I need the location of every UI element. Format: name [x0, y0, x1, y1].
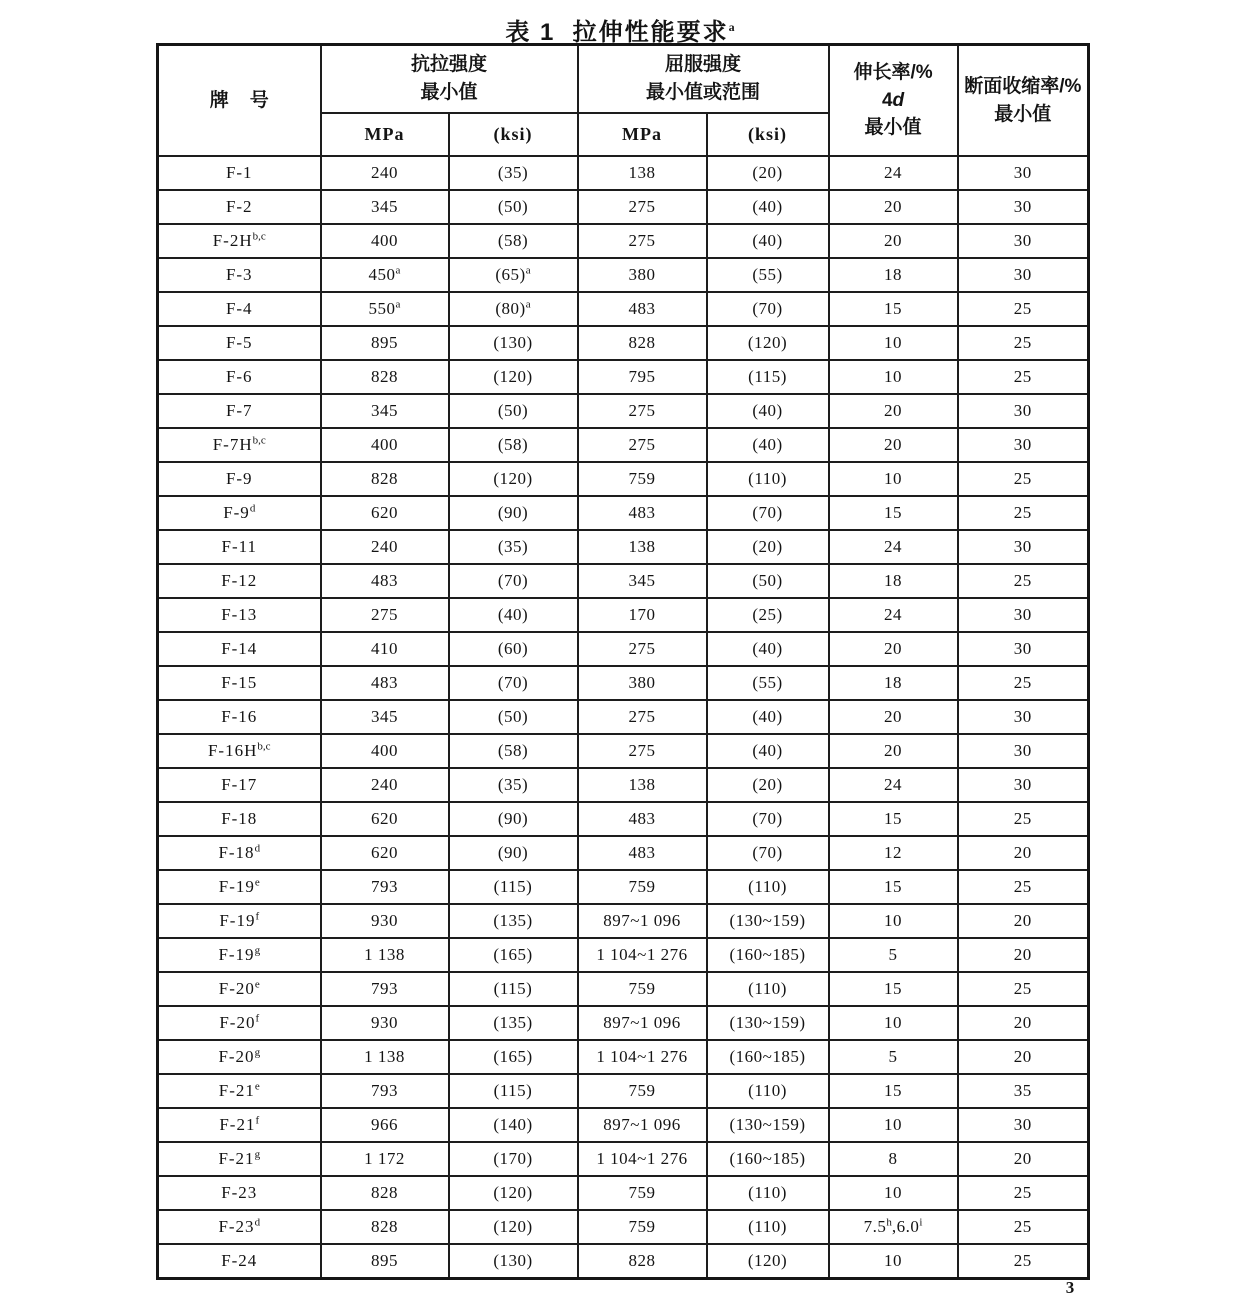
tensile-ksi-cell: (70): [449, 666, 578, 700]
table-row: [158, 666, 1089, 700]
header-tensile-mpa: MPa: [321, 113, 449, 156]
yield-ksi-cell: (40): [707, 394, 829, 428]
reduction-cell: 25: [958, 1176, 1089, 1210]
tensile-mpa-cell: 895: [321, 1244, 449, 1279]
elongation-cell: 18: [829, 666, 958, 700]
tensile-ksi-cell: (50): [449, 700, 578, 734]
table-row: [158, 632, 1089, 666]
table-row: [158, 1142, 1089, 1176]
elongation-cell: 20: [829, 700, 958, 734]
tensile-ksi-cell: (165): [449, 938, 578, 972]
elongation-cell: 18: [829, 564, 958, 598]
header-elongation-line2: [830, 87, 957, 115]
grade-cell: F-1: [158, 156, 321, 190]
tensile-mpa-cell: 240: [321, 530, 449, 564]
grade-cell: F-21e: [158, 1074, 321, 1108]
yield-ksi-cell: (40): [707, 428, 829, 462]
table-header: [158, 45, 1089, 157]
yield-mpa-cell: 170: [578, 598, 707, 632]
reduction-cell: 20: [958, 1142, 1089, 1176]
tensile-ksi-cell: (90): [449, 836, 578, 870]
tensile-mpa-cell: 620: [321, 802, 449, 836]
grade-cell: F-19e: [158, 870, 321, 904]
yield-ksi-cell: (110): [707, 1176, 829, 1210]
yield-ksi-cell: (20): [707, 156, 829, 190]
elongation-cell: 15: [829, 870, 958, 904]
elongation-cell: 10: [829, 1006, 958, 1040]
tensile-ksi-cell: (135): [449, 904, 578, 938]
reduction-cell: 25: [958, 972, 1089, 1006]
yield-mpa-cell: 138: [578, 156, 707, 190]
tensile-mpa-cell: 620: [321, 836, 449, 870]
yield-ksi-cell: (20): [707, 768, 829, 802]
yield-ksi-cell: (120): [707, 1244, 829, 1279]
table-row: [158, 802, 1089, 836]
tensile-mpa-cell: 1 172: [321, 1142, 449, 1176]
grade-cell: F-19$^g$: [158, 938, 321, 972]
reduction-cell: 25: [958, 802, 1089, 836]
reduction-cell: 20: [958, 836, 1089, 870]
yield-mpa-cell: 275: [578, 224, 707, 258]
header-grade-label: 牌 号: [209, 89, 269, 111]
tensile-ksi-cell: (120): [449, 1210, 578, 1244]
tensile-ksi-cell: (90): [449, 496, 578, 530]
yield-ksi-cell: (70): [707, 836, 829, 870]
grade-cell: F-13: [158, 598, 321, 632]
reduction-cell: 30: [958, 700, 1089, 734]
yield-ksi-cell: (110): [707, 1210, 829, 1244]
elongation-cell: 15: [829, 1074, 958, 1108]
table-row: [158, 598, 1089, 632]
table-row: [158, 1006, 1089, 1040]
tensile-ksi-cell: (90): [449, 802, 578, 836]
reduction-cell: 20: [958, 1040, 1089, 1074]
title-footnote-marker: a: [728, 20, 735, 34]
header-elongation-4: 4: [881, 89, 893, 111]
header-yield-strength: [578, 45, 829, 114]
yield-ksi-cell: (55): [707, 666, 829, 700]
tensile-mpa-cell: 275: [321, 598, 449, 632]
table-row: [158, 734, 1089, 768]
tensile-mpa-cell: 966: [321, 1108, 449, 1142]
tensile-mpa-cell: 450$^a$: [321, 258, 449, 292]
yield-mpa-cell: 759: [578, 972, 707, 1006]
table-row: [158, 1074, 1089, 1108]
elongation-cell: 15: [829, 292, 958, 326]
table-row: [158, 1210, 1089, 1244]
yield-ksi-cell: (40): [707, 632, 829, 666]
yield-ksi-cell: (160~185): [707, 1040, 829, 1074]
table-row: [158, 394, 1089, 428]
header-yield-line1: 屈服强度: [665, 54, 742, 76]
table-title-text: 表 1 拉伸性能要求: [505, 19, 729, 46]
header-elongation-d: d: [892, 89, 905, 111]
tensile-ksi-cell: (58): [449, 734, 578, 768]
tensile-ksi-cell: (135): [449, 1006, 578, 1040]
elongation-cell: 20: [829, 190, 958, 224]
yield-ksi-cell: (160~185): [707, 1142, 829, 1176]
table-row: [158, 1176, 1089, 1210]
tensile-mpa-cell: 345: [321, 190, 449, 224]
yield-ksi-cell: (70): [707, 496, 829, 530]
table-row: [158, 496, 1089, 530]
table-row: [158, 326, 1089, 360]
tensile-mpa-cell: 1 138: [321, 1040, 449, 1074]
elongation-cell: 10: [829, 462, 958, 496]
tensile-mpa-cell: 1 138: [321, 938, 449, 972]
grade-cell: F-17: [158, 768, 321, 802]
yield-mpa-cell: 275: [578, 190, 707, 224]
yield-ksi-cell: (160~185): [707, 938, 829, 972]
grade-cell: F-18$^d$: [158, 836, 321, 870]
yield-ksi-cell: (130~159): [707, 1108, 829, 1142]
yield-mpa-cell: 275: [578, 734, 707, 768]
grade-cell: F-9$^d$: [158, 496, 321, 530]
tensile-mpa-cell: 345: [321, 700, 449, 734]
elongation-cell: 10: [829, 360, 958, 394]
yield-mpa-cell: 828: [578, 326, 707, 360]
table-row: [158, 1244, 1089, 1279]
tensile-mpa-cell: 483: [321, 564, 449, 598]
tensile-ksi-cell: (165): [449, 1040, 578, 1074]
tensile-ksi-cell: (140): [449, 1108, 578, 1142]
tensile-mpa-cell: 400: [321, 428, 449, 462]
yield-mpa-cell: 795: [578, 360, 707, 394]
yield-mpa-cell: 138: [578, 768, 707, 802]
grade-cell: F-24: [158, 1244, 321, 1279]
grade-cell: F-20$^f$: [158, 1006, 321, 1040]
elongation-cell: 12: [829, 836, 958, 870]
reduction-cell: 30: [958, 1108, 1089, 1142]
header-tensile-ksi: (ksi): [449, 113, 578, 156]
reduction-cell: 30: [958, 394, 1089, 428]
tensile-mpa-cell: 895: [321, 326, 449, 360]
table-row: [158, 292, 1089, 326]
grade-cell: F-21$^g$: [158, 1142, 321, 1176]
elongation-cell: 10: [829, 904, 958, 938]
reduction-cell: 25: [958, 1210, 1089, 1244]
reduction-cell: 20: [958, 904, 1089, 938]
yield-mpa-cell: 483: [578, 836, 707, 870]
yield-ksi-cell: (130~159): [707, 1006, 829, 1040]
reduction-cell: 25: [958, 326, 1089, 360]
table-row: [158, 156, 1089, 190]
tensile-mpa-cell: 240: [321, 768, 449, 802]
tensile-ksi-cell: (40): [449, 598, 578, 632]
yield-mpa-cell: 759: [578, 1074, 707, 1108]
elongation-cell: 10: [829, 1176, 958, 1210]
tensile-ksi-cell: (50): [449, 190, 578, 224]
grade-cell: F-20$^g$: [158, 1040, 321, 1074]
yield-mpa-cell: 275: [578, 632, 707, 666]
header-reduction-of-area: [958, 45, 1089, 157]
header-tensile-line1: 抗拉强度: [411, 54, 488, 76]
yield-mpa-cell: 380: [578, 666, 707, 700]
table-row: [158, 1108, 1089, 1142]
yield-ksi-cell: (40): [707, 734, 829, 768]
table-row: [158, 836, 1089, 870]
yield-ksi-cell: (25): [707, 598, 829, 632]
table-row: [158, 224, 1089, 258]
tensile-mpa-cell: 828: [321, 1210, 449, 1244]
tensile-mpa-cell: 345: [321, 394, 449, 428]
elongation-cell: 5: [829, 1040, 958, 1074]
elongation-cell: 24: [829, 598, 958, 632]
yield-ksi-cell: (110): [707, 870, 829, 904]
yield-mpa-cell: 1 104~1 276: [578, 1142, 707, 1176]
tensile-mpa-cell: 930: [321, 1006, 449, 1040]
elongation-cell: 10: [829, 1244, 958, 1279]
tensile-mpa-cell: 828: [321, 462, 449, 496]
grade-cell: F-18: [158, 802, 321, 836]
yield-mpa-cell: 380: [578, 258, 707, 292]
table-row: [158, 564, 1089, 598]
table-row: [158, 700, 1089, 734]
grade-cell: F-4: [158, 292, 321, 326]
tensile-mpa-cell: 828: [321, 360, 449, 394]
reduction-cell: 25: [958, 564, 1089, 598]
reduction-cell: 25: [958, 496, 1089, 530]
tensile-mpa-cell: 828: [321, 1176, 449, 1210]
grade-cell: F-15: [158, 666, 321, 700]
yield-mpa-cell: 345: [578, 564, 707, 598]
tensile-ksi-cell: (115): [449, 870, 578, 904]
table-row: [158, 972, 1089, 1006]
header-elongation-line3: 最小值: [864, 117, 922, 139]
grade-cell: $F-16H^{b,c}$: [158, 734, 321, 768]
elongation-cell: 18: [829, 258, 958, 292]
yield-ksi-cell: (70): [707, 802, 829, 836]
header-tensile-strength: [321, 45, 578, 114]
grade-cell: F-23$^d$: [158, 1210, 321, 1244]
elongation-cell: 5: [829, 938, 958, 972]
reduction-cell: 30: [958, 258, 1089, 292]
yield-mpa-cell: 828: [578, 1244, 707, 1279]
yield-mpa-cell: 483: [578, 802, 707, 836]
tensile-ksi-cell: (35): [449, 768, 578, 802]
table-row: [158, 768, 1089, 802]
tensile-mpa-cell: 240: [321, 156, 449, 190]
table-row: [158, 530, 1089, 564]
tensile-mpa-cell: 410: [321, 632, 449, 666]
yield-ksi-cell: (20): [707, 530, 829, 564]
reduction-cell: 25: [958, 870, 1089, 904]
yield-ksi-cell: (115): [707, 360, 829, 394]
elongation-cell: 15: [829, 972, 958, 1006]
tensile-ksi-cell: (170): [449, 1142, 578, 1176]
grade-cell: F-5: [158, 326, 321, 360]
table-row: [158, 870, 1089, 904]
reduction-cell: 30: [958, 734, 1089, 768]
elongation-cell: 20: [829, 224, 958, 258]
yield-mpa-cell: 483: [578, 496, 707, 530]
yield-mpa-cell: 275: [578, 700, 707, 734]
grade-cell: $F-2H^{b,c}$: [158, 224, 321, 258]
reduction-cell: 20: [958, 938, 1089, 972]
reduction-cell: 30: [958, 190, 1089, 224]
grade-cell: F-9: [158, 462, 321, 496]
yield-mpa-cell: 759: [578, 870, 707, 904]
tensile-ksi-cell: (120): [449, 360, 578, 394]
yield-mpa-cell: 897~1 096: [578, 1006, 707, 1040]
reduction-cell: 25: [958, 1244, 1089, 1279]
yield-ksi-cell: (110): [707, 972, 829, 1006]
grade-cell: F-7: [158, 394, 321, 428]
reduction-cell: 30: [958, 156, 1089, 190]
elongation-cell: 24: [829, 156, 958, 190]
yield-ksi-cell: (40): [707, 190, 829, 224]
yield-mpa-cell: 897~1 096: [578, 1108, 707, 1142]
elongation-cell: 20: [829, 632, 958, 666]
tensile-ksi-cell: (115): [449, 1074, 578, 1108]
tensile-ksi-cell: (130): [449, 1244, 578, 1279]
tensile-mpa-cell: 793: [321, 1074, 449, 1108]
tensile-ksi-cell: (58): [449, 428, 578, 462]
elongation-cell: 20: [829, 734, 958, 768]
elongation-cell: 20: [829, 428, 958, 462]
tensile-mpa-cell: 400: [321, 734, 449, 768]
elongation-cell: 10: [829, 1108, 958, 1142]
tensile-mpa-cell: 483: [321, 666, 449, 700]
yield-mpa-cell: 759: [578, 1210, 707, 1244]
yield-mpa-cell: 1 104~1 276: [578, 938, 707, 972]
grade-cell: F-3: [158, 258, 321, 292]
tensile-ksi-cell: $(80)^a$: [449, 292, 578, 326]
yield-ksi-cell: (70): [707, 292, 829, 326]
tensile-ksi-cell: (120): [449, 462, 578, 496]
yield-ksi-cell: (55): [707, 258, 829, 292]
table-row: [158, 190, 1089, 224]
tensile-mpa-cell: 930: [321, 904, 449, 938]
reduction-cell: 25: [958, 360, 1089, 394]
yield-mpa-cell: 275: [578, 394, 707, 428]
tensile-ksi-cell: (60): [449, 632, 578, 666]
tensile-ksi-cell: (130): [449, 326, 578, 360]
header-yield-line2: 最小值或范围: [646, 82, 761, 103]
header-elongation: [829, 45, 958, 157]
header-yield-mpa: MPa: [578, 113, 707, 156]
header-reduction-line1: 断面收缩率/%: [964, 75, 1082, 97]
grade-cell: $F-7H^{b,c}$: [158, 428, 321, 462]
yield-mpa-cell: 759: [578, 1176, 707, 1210]
tensile-mpa-cell: 793: [321, 972, 449, 1006]
tensile-ksi-cell: (120): [449, 1176, 578, 1210]
elongation-cell: 15: [829, 802, 958, 836]
yield-ksi-cell: (110): [707, 1074, 829, 1108]
reduction-cell: 30: [958, 768, 1089, 802]
tensile-ksi-cell: (35): [449, 530, 578, 564]
header-grade: [158, 45, 321, 157]
table-row: [158, 938, 1089, 972]
elongation-cell: 24: [829, 530, 958, 564]
tensile-ksi-cell: (70): [449, 564, 578, 598]
elongation-cell: 7.5$^h$,6.0$^i$: [829, 1210, 958, 1244]
yield-ksi-cell: (40): [707, 224, 829, 258]
tensile-mpa-cell: 793: [321, 870, 449, 904]
header-elongation-line1: 伸长率/%: [853, 62, 933, 84]
elongation-cell: 10: [829, 326, 958, 360]
table-row: [158, 462, 1089, 496]
table-row: [158, 428, 1089, 462]
header-tensile-line2: 最小值: [420, 82, 478, 103]
elongation-cell: 8: [829, 1142, 958, 1176]
page-number: 3: [1065, 1278, 1075, 1297]
elongation-cell: 15: [829, 496, 958, 530]
tensile-mpa-cell: 400: [321, 224, 449, 258]
yield-ksi-cell: (50): [707, 564, 829, 598]
grade-cell: F-2: [158, 190, 321, 224]
elongation-cell: 20: [829, 394, 958, 428]
grade-cell: F-21$^f$: [158, 1108, 321, 1142]
yield-ksi-cell: (110): [707, 462, 829, 496]
grade-cell: F-16: [158, 700, 321, 734]
reduction-cell: 30: [958, 632, 1089, 666]
yield-mpa-cell: 759: [578, 462, 707, 496]
yield-mpa-cell: 1 104~1 276: [578, 1040, 707, 1074]
reduction-cell: 20: [958, 1006, 1089, 1040]
tensile-ksi-cell: (50): [449, 394, 578, 428]
grade-cell: F-14: [158, 632, 321, 666]
yield-mpa-cell: 897~1 096: [578, 904, 707, 938]
reduction-cell: 35: [958, 1074, 1089, 1108]
grade-cell: F-12: [158, 564, 321, 598]
grade-cell: F-11: [158, 530, 321, 564]
table-row: [158, 1040, 1089, 1074]
header-reduction-line2: 最小值: [994, 103, 1052, 125]
grade-cell: F-20e: [158, 972, 321, 1006]
table-title: [0, 12, 1240, 47]
grade-cell: F-6: [158, 360, 321, 394]
tensile-mpa-cell: 550$^a$: [321, 292, 449, 326]
table-row: [158, 360, 1089, 394]
reduction-cell: 30: [958, 428, 1089, 462]
tensile-ksi-cell: (58): [449, 224, 578, 258]
tensile-ksi-cell: $(65)^a$: [449, 258, 578, 292]
reduction-cell: 30: [958, 224, 1089, 258]
table-row: [158, 258, 1089, 292]
yield-mpa-cell: 275: [578, 428, 707, 462]
tensile-requirements-table: [156, 43, 1090, 1280]
tensile-ksi-cell: (35): [449, 156, 578, 190]
header-yield-ksi: (ksi): [707, 113, 829, 156]
yield-ksi-cell: (130~159): [707, 904, 829, 938]
reduction-cell: 30: [958, 530, 1089, 564]
reduction-cell: 30: [958, 598, 1089, 632]
tensile-mpa-cell: 620: [321, 496, 449, 530]
yield-ksi-cell: (120): [707, 326, 829, 360]
tensile-ksi-cell: (115): [449, 972, 578, 1006]
grade-cell: F-23: [158, 1176, 321, 1210]
yield-mpa-cell: 138: [578, 530, 707, 564]
reduction-cell: 25: [958, 462, 1089, 496]
grade-cell: F-19$^f$: [158, 904, 321, 938]
yield-mpa-cell: 483: [578, 292, 707, 326]
table-body: [158, 156, 1089, 1279]
yield-ksi-cell: (40): [707, 700, 829, 734]
table-row: [158, 904, 1089, 938]
elongation-cell: 24: [829, 768, 958, 802]
reduction-cell: 25: [958, 666, 1089, 700]
reduction-cell: 25: [958, 292, 1089, 326]
